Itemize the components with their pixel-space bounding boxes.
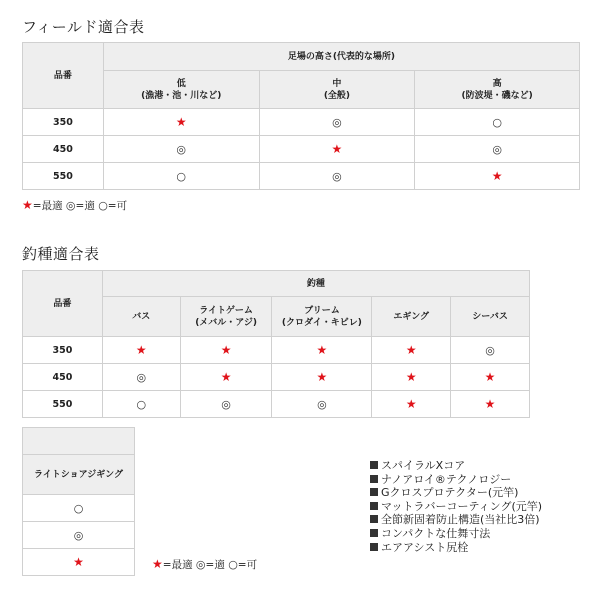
table-row [23,163,580,190]
rating-mark: ★ [451,391,530,418]
bullet-square-icon [370,543,378,551]
bullet-square-icon [370,502,378,510]
table-row [23,364,530,391]
symbol-legend [22,198,127,213]
table-row [23,495,135,522]
feature-text: コンパクトな仕舞寸法 [381,526,491,540]
star-icon: ★ [22,198,33,212]
list-item [370,459,542,473]
rating-mark: ★ [180,364,272,391]
rating-mark: ★ [372,337,451,364]
field-compatibility-table [22,42,580,190]
column-light-game-name: ライトゲーム [199,305,253,316]
list-item [370,486,542,500]
table-row [23,337,530,364]
rating-mark: ○ [23,495,135,522]
table-row [23,109,580,136]
fishing-type-header: 釣種 [102,271,529,297]
column-mid [259,71,415,109]
double-circle-icon: ◎ [195,558,206,571]
column-eging [372,297,451,337]
column-bream-sub: (クロダイ・キビレ) [281,317,362,328]
circle-icon: ○ [98,199,108,212]
column-eging-name: エギング [393,311,430,322]
rating-mark: ★ [415,163,580,190]
light-shore-jigging-table [22,427,135,576]
rating-mark: ★ [272,364,372,391]
rating-mark: ○ [415,109,580,136]
rating-mark: ○ [102,391,180,418]
feature-text: エアアシスト尻栓 [381,540,469,554]
model-cell: 450 [23,136,104,163]
rating-mark: ★ [272,337,372,364]
model-cell: 350 [23,337,103,364]
column-bass-name: バス [132,311,151,322]
column-light-game [180,297,272,337]
legend-ok-label: =可 [107,200,128,212]
symbol-legend-2 [152,557,257,572]
rating-mark: ◎ [259,163,415,190]
feature-text: マットラバーコーティング(元竿) [381,499,543,513]
rating-mark: ○ [103,163,259,190]
bullet-square-icon [370,461,378,469]
rating-mark: ★ [451,364,530,391]
legend-good-label: =適 [75,200,95,212]
column-mid-name: 中 [332,78,342,89]
feature-text: ナノアロイ®テクノロジー [381,472,512,486]
rating-mark: ◎ [102,364,180,391]
rating-mark: ◎ [415,136,580,163]
rating-mark: ★ [102,337,180,364]
rating-mark: ★ [180,337,272,364]
light-shore-empty-header [23,428,135,455]
table-row [23,549,135,576]
rating-mark: ◎ [23,522,135,549]
column-high [415,71,580,109]
column-high-sub: (防波堤・磯など) [461,90,533,101]
legend-ok-label: =可 [237,559,258,571]
fish-table-title: 釣種適合表 [22,245,100,263]
column-light-game-sub: (メバル・アジ) [195,317,257,328]
star-icon: ★ [152,557,163,571]
column-bream-name: ブリーム [304,305,340,316]
rating-mark: ★ [372,364,451,391]
column-high-name: 高 [492,78,502,89]
rating-mark: ◎ [451,337,530,364]
column-bass [102,297,180,337]
model-header: 品番 [23,271,103,337]
bullet-square-icon [370,529,378,537]
list-item [370,541,542,555]
list-item [370,500,542,514]
fishing-type-table [22,270,530,418]
list-item [370,473,542,487]
rating-mark: ★ [259,136,415,163]
scaffold-height-header: 足場の高さ(代表的な場所) [103,43,579,71]
model-cell: 550 [23,163,104,190]
rating-mark: ★ [103,109,259,136]
list-item [370,527,542,541]
column-low-sub: (漁港・池・川など) [141,90,222,101]
list-item [370,513,542,527]
rating-mark: ★ [23,549,135,576]
column-mid-sub: (全般) [323,90,351,101]
model-cell: 350 [23,109,104,136]
model-cell: 550 [23,391,103,418]
field-table-title: フィールド適合表 [22,18,145,36]
bullet-square-icon [370,488,378,496]
bullet-square-icon [370,515,378,523]
column-low-name: 低 [176,78,186,89]
rating-mark: ◎ [272,391,372,418]
model-header: 品番 [23,43,104,109]
legend-best-label: =最適 [32,200,63,212]
column-seabass [451,297,530,337]
feature-text: スパイラルXコア [381,459,466,472]
column-low [103,71,259,109]
table-row [23,136,580,163]
rating-mark: ◎ [180,391,272,418]
feature-text: Gクロスプロテクター(元竿) [381,486,519,500]
model-cell: 450 [23,364,103,391]
rating-mark: ◎ [259,109,415,136]
double-circle-icon: ◎ [65,199,76,212]
feature-text: 全節新固着防止構造(当社比3倍) [381,513,540,527]
table-row [23,522,135,549]
circle-icon: ○ [228,558,238,571]
feature-list [370,459,542,554]
column-seabass-name: シーバス [472,311,508,322]
rating-mark: ◎ [103,136,259,163]
table-row [23,391,530,418]
light-shore-jigging-header: ライトショアジギング [23,455,135,495]
column-bream [272,297,372,337]
bullet-square-icon [370,475,378,483]
legend-good-label: =適 [205,559,225,571]
rating-mark: ★ [372,391,451,418]
legend-best-label: =最適 [162,559,193,571]
